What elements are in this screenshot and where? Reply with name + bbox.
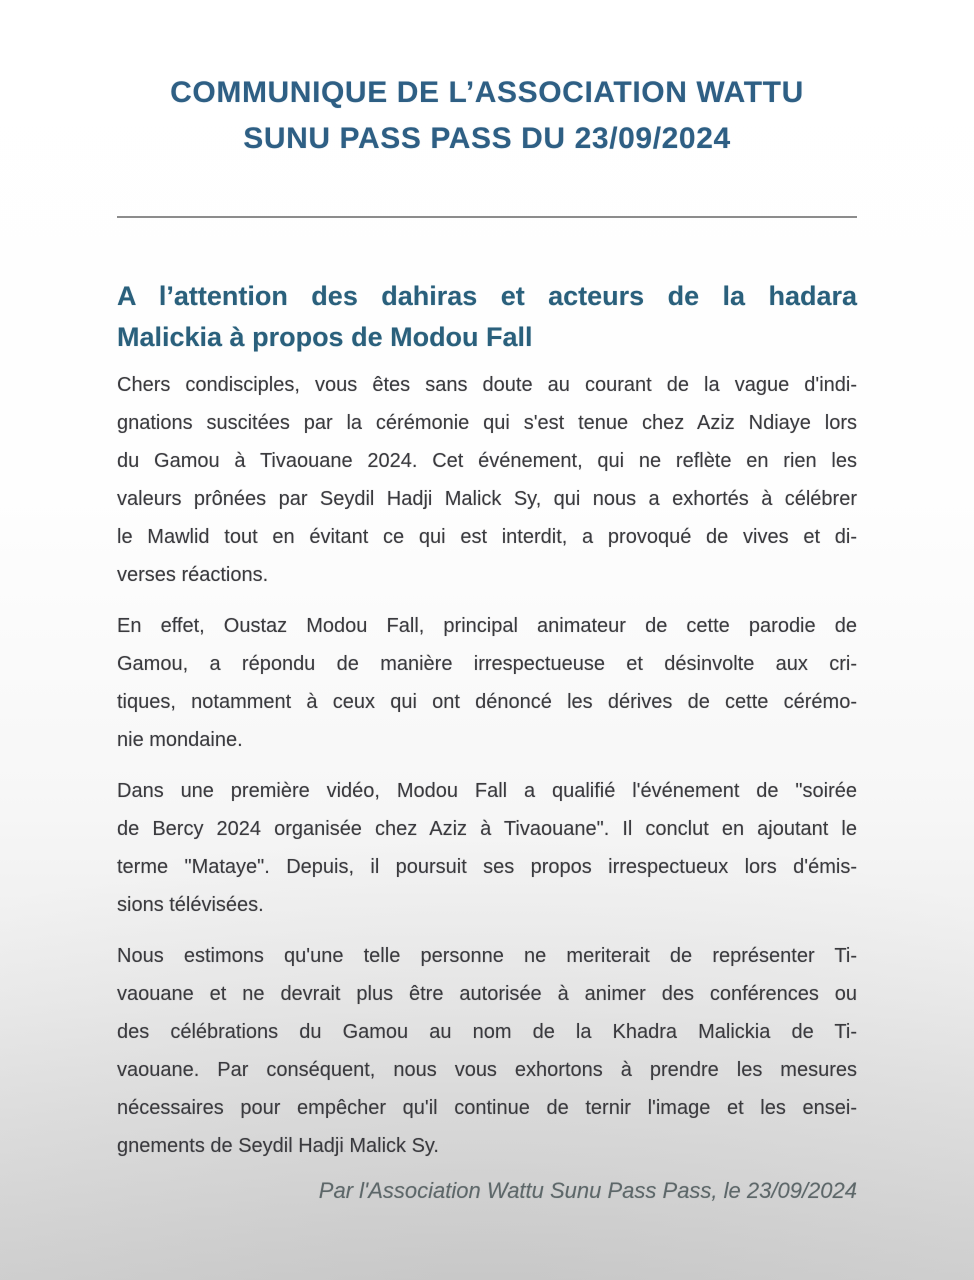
text-line: vaouane et ne devrait plus être autorisée à animer des conférences ou	[117, 983, 857, 1005]
document-title	[117, 70, 857, 162]
text-line: sions télévisées.	[117, 894, 264, 916]
text-line: gnations suscitées par la cérémonie qui s'est tenue chez Aziz Ndiaye lors	[117, 412, 857, 434]
text-line: Dans une première vidéo, Modou Fall a qualifié l'événement de "soirée	[117, 780, 857, 802]
text-line: des célébrations du Gamou au nom de la Khadra Malickia de Ti-	[117, 1021, 857, 1043]
text-line: Chers condisciples, vous êtes sans doute au courant de la vague d'indi-	[117, 374, 857, 396]
text-line: le Mawlid tout en évitant ce qui est interdit, a provoqué de vives et di-	[117, 526, 857, 548]
text-line: COMMUNIQUE DE L’ASSOCIATION WATTU	[170, 76, 804, 109]
text-line: valeurs prônées par Seydil Hadji Malick Sy, qui nous a exhortés à célébrer	[117, 488, 857, 510]
body-paragraph	[117, 772, 857, 924]
body-paragraph	[117, 607, 857, 759]
text-line: Malickia à propos de Modou Fall	[117, 322, 533, 352]
divider-line	[117, 216, 857, 218]
text-line: gnements de Seydil Hadji Malick Sy.	[117, 1135, 439, 1157]
text-line: vaouane. Par conséquent, nous vous exhortons à prendre les mesures	[117, 1059, 857, 1081]
document-body	[117, 366, 857, 1165]
text-line: tiques, notamment à ceux qui ont dénoncé les dérives de cette cérémo-	[117, 691, 857, 713]
text-line: SUNU PASS PASS DU 23/09/2024	[243, 122, 731, 155]
text-line: du Gamou à Tivaouane 2024. Cet événement, qui ne reflète en rien les	[117, 450, 857, 472]
text-line: nécessaires pour empêcher qu'il continue de ternir l'image et les ensei-	[117, 1097, 857, 1119]
signature-line: Par l'Association Wattu Sunu Pass Pass, le 23/09/2024	[318, 1178, 857, 1203]
text-line: En effet, Oustaz Modou Fall, principal animateur de cette parodie de	[117, 615, 857, 637]
text-line: verses réactions.	[117, 564, 269, 586]
document-page	[117, 0, 857, 1204]
text-line: de Bercy 2024 organisée chez Aziz à Tivaouane". Il conclut en ajoutant le	[117, 818, 857, 840]
text-line: terme "Mataye". Depuis, il poursuit ses propos irrespectueux lors d'émis-	[117, 856, 857, 878]
body-paragraph	[117, 366, 857, 594]
section-heading	[117, 276, 857, 358]
text-line: nie mondaine.	[117, 729, 243, 751]
text-line: Gamou, a répondu de manière irrespectueuse et désinvolte aux cri-	[117, 653, 857, 675]
body-paragraph	[117, 937, 857, 1165]
text-line: Nous estimons qu'une telle personne ne meriterait de représenter Ti-	[117, 945, 857, 967]
text-line: A l’attention des dahiras et acteurs de la hadara	[117, 281, 857, 311]
